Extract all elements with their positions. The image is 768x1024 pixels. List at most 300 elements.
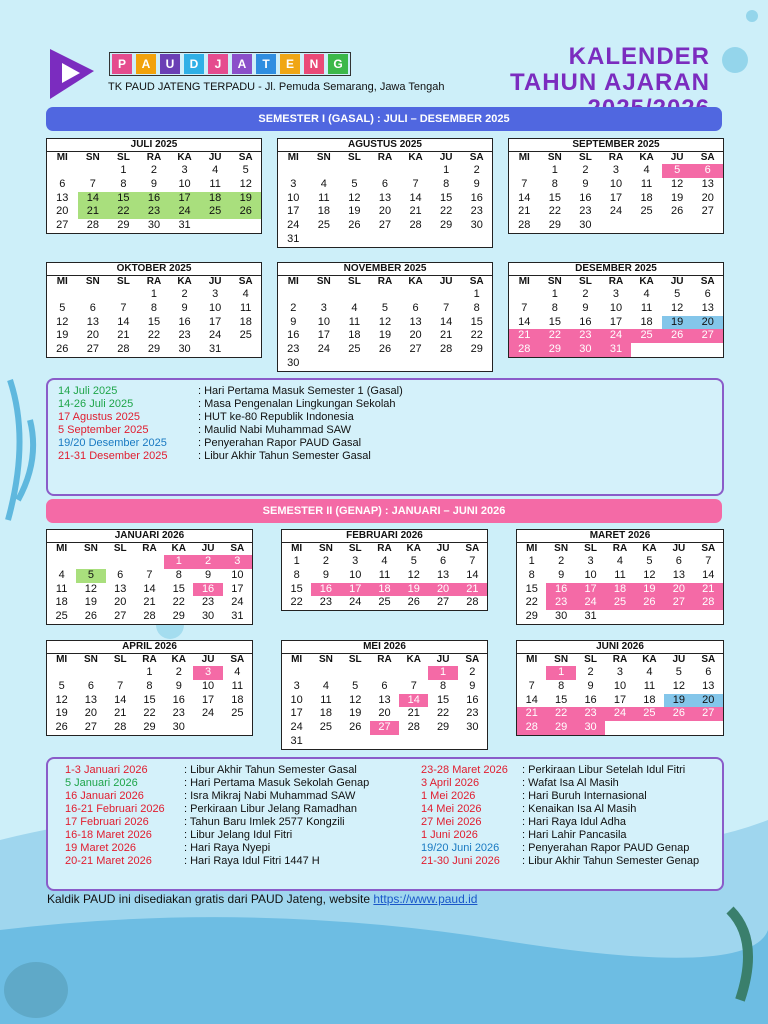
day-cell: 31 [601,343,632,357]
weekday-header: SN [318,543,333,554]
day-cell: 29 [117,219,130,232]
weekday-header: KA [171,543,186,554]
day-cell: 3 [223,555,252,569]
note-description: : Libur Akhir Tahun Semester Gasal [198,449,371,462]
empty-cell [311,666,340,680]
day-cell: 1 [551,164,558,176]
empty-cell [309,288,340,302]
day-cell: 24 [290,721,303,734]
weekday-header: SL [348,152,361,163]
day-cell: 25 [55,610,68,623]
note-date: 19/20 Juni 2026 [421,842,500,854]
day-cell: 4 [381,555,388,567]
day-cell: 28 [114,721,127,734]
day-cell: 4 [320,177,327,190]
weekday-header: SL [348,654,362,665]
empty-cell [106,555,135,569]
day-cell: 27 [56,219,69,232]
day-cell: 20 [692,316,723,330]
day-cell: 24 [605,707,634,721]
day-cell: 29 [172,610,185,623]
day-cell: 7 [521,177,528,190]
note-description: : Hari Pertama Masuk Semester 1 (Gasal) [198,385,403,397]
day-cell: 21 [78,205,109,219]
day-cell: 30 [555,610,568,623]
note-date: 5 Januari 2026 [65,777,138,789]
empty-cell [339,164,370,178]
weekday-header: SA [700,276,715,287]
day-cell: 11 [640,177,653,190]
day-cell: 22 [440,205,453,218]
day-cell: 28 [517,721,546,735]
day-cell: 27 [701,205,714,218]
day-cell: 5 [76,569,105,583]
weekday-header: SN [83,654,98,665]
day-cell: 22 [436,707,450,720]
day-cell: 4 [643,288,650,300]
brand-letter: D [184,54,204,74]
day-cell: 6 [381,679,388,692]
day-cell: 30 [201,610,215,623]
day-cell: 2 [322,555,329,567]
day-cell: 27 [378,219,392,232]
day-cell: 19 [84,596,98,609]
day-cell: 30 [470,219,483,232]
day-cell: 9 [181,301,188,314]
day-cell: 22 [143,707,156,720]
day-cell: 16 [466,693,479,706]
day-cell: 29 [436,721,450,734]
day-cell: 26 [84,610,98,623]
day-cell: 28 [466,596,479,609]
day-cell: 10 [231,568,244,581]
day-cell: 24 [169,205,200,219]
calendar-month [281,640,488,750]
weekday-header: SL [113,654,127,665]
day-cell: 26 [662,329,693,343]
day-cell: 10 [290,693,303,706]
note-date: 23-28 Maret 2026 [421,764,508,776]
weekday-header: JU [201,543,215,554]
day-cell: 10 [287,191,300,204]
weekday-header: KA [177,276,192,287]
day-cell: 21 [143,596,156,609]
month-title: APRIL 2026 [47,641,252,654]
weekday-header: KA [408,276,423,287]
weekday-header: RA [142,543,157,554]
day-cell: 4 [616,555,624,567]
weekday-header: KA [408,152,423,163]
day-cell: 24 [287,219,300,232]
day-cell: 1 [546,666,575,680]
day-cell: 31 [290,734,303,747]
day-cell: 23 [470,205,483,218]
day-cell: 25 [605,596,634,610]
day-cell: 11 [239,301,252,314]
day-cell: 8 [443,177,450,190]
day-cell: 2 [473,164,480,176]
day-cell: 18 [370,583,399,597]
day-cell: 21 [407,707,420,720]
day-cell: 3 [193,666,222,680]
day-cell: 27 [664,596,693,610]
day-cell: 13 [409,315,422,328]
empty-cell [341,666,370,680]
semester1-notes [46,378,724,496]
weekday-header: RA [377,654,392,665]
day-cell: 27 [694,707,723,721]
day-cell: 18 [640,191,653,204]
note-description: : HUT ke-80 Republik Indonesia [198,410,354,423]
day-cell: 13 [114,582,127,595]
day-cell: 1 [428,666,457,680]
brand-letter: G [328,54,348,74]
weekday-header: SL [584,543,597,554]
day-cell: 9 [587,679,594,692]
day-cell: 27 [114,610,127,623]
weekday-header: JU [436,543,450,554]
empty-cell [400,288,431,302]
day-cell: 14 [114,693,127,706]
day-cell: 12 [407,568,420,581]
day-cell: 17 [613,693,627,706]
weekday-header: KA [639,276,654,287]
day-cell: 7 [469,555,476,567]
day-cell: 27 [370,721,399,735]
day-cell: 18 [239,315,252,328]
empty-cell [47,164,78,178]
day-cell: 18 [605,583,634,597]
weekday-header: MI [287,152,299,163]
day-cell: 10 [201,679,215,692]
day-cell: 10 [178,177,191,190]
day-cell: 4 [212,164,219,176]
calendar-month [46,640,253,736]
empty-cell [370,164,401,178]
day-cell: 5 [58,679,65,692]
day-cell: 20 [701,191,714,204]
weekday-header: JU [436,654,450,665]
day-cell: 5 [351,177,358,190]
day-cell: 7 [410,679,417,692]
day-cell: 16 [178,315,191,328]
weekday-header: RA [146,152,162,163]
day-cell: 19 [664,694,693,708]
day-cell: 17 [609,191,623,204]
day-cell: 15 [525,582,538,595]
day-cell: 21 [694,583,723,597]
note-date: 17 Agustus 2025 [58,410,140,423]
day-cell: 7 [89,177,96,190]
day-cell: 28 [518,219,531,232]
brand-letter: T [256,54,276,74]
day-cell: 2 [193,555,222,569]
weekday-header: JU [201,654,215,665]
day-cell: 29 [525,610,538,623]
weekday-header: SN [554,654,569,665]
day-cell: 21 [440,329,453,342]
day-cell: 30 [287,356,300,369]
day-cell: 19 [56,329,69,342]
empty-cell [278,288,309,302]
day-cell: 28 [407,721,420,734]
weekday-header: RA [146,276,162,287]
note-date: 1-3 Januari 2026 [65,764,148,776]
day-cell: 15 [143,693,156,706]
day-cell: 30 [172,721,185,734]
day-cell: 11 [348,315,361,328]
empty-cell [509,164,540,178]
day-cell: 16 [193,583,222,597]
day-cell: 21 [458,583,487,597]
day-cell: 2 [290,301,297,314]
month-title: AGUSTUS 2025 [278,139,492,152]
day-cell: 9 [582,301,589,314]
day-cell: 7 [443,301,450,314]
day-cell: 26 [635,596,664,610]
day-cell: 8 [551,301,558,314]
weekday-header: MI [56,152,68,163]
note-description: : Perkiraan Libur Setelah Idul Fitri [522,764,686,776]
calendar-month [46,262,262,358]
weekday-header: SL [348,276,361,287]
brand-letter: P [112,54,132,74]
day-cell: 21 [117,329,130,342]
day-cell: 4 [322,679,329,692]
day-cell: 23 [576,707,605,721]
day-cell: 30 [466,721,479,734]
note-date: 16-21 Februari 2026 [65,803,165,815]
day-cell: 6 [675,555,682,567]
day-cell: 6 [87,679,94,692]
day-cell: 24 [231,596,244,609]
day-cell: 29 [143,721,156,734]
empty-cell [509,288,540,302]
day-cell: 5 [381,301,389,314]
empty-cell [47,288,78,302]
day-cell: 13 [672,568,685,581]
weekday-header: SA [230,543,245,554]
calendar-month [516,640,724,736]
day-cell: 16 [470,191,483,204]
school-name: TK PAUD JATENG TERPADU - Jl. Pemuda Semarang, Jawa Tengah [108,81,445,93]
day-cell: 30 [178,343,191,356]
weekday-header: MI [526,543,538,554]
day-cell: 1 [443,164,450,176]
weekday-header: SN [316,276,331,287]
day-cell: 24 [201,707,215,720]
day-cell: 13 [701,177,714,190]
day-cell: 14 [466,568,479,581]
day-cell: 22 [525,596,538,609]
empty-cell [517,666,546,680]
footer: Kaldik PAUD ini disediakan gratis dari PAUD Jateng, website https://www.paud.id [47,892,478,906]
note-description: : Isra Mikraj Nabi Muhammad SAW [184,790,356,802]
day-cell: 15 [172,582,185,595]
day-cell: 3 [181,164,188,176]
empty-cell [370,666,399,680]
day-cell: 5 [242,164,249,176]
day-cell: 1 [473,288,480,300]
day-cell: 23 [570,329,601,343]
day-cell: 21 [509,329,540,343]
day-cell: 11 [378,568,391,581]
day-cell: 1 [146,666,153,678]
day-cell: 24 [317,343,330,356]
day-cell: 15 [147,315,161,328]
day-cell: 21 [114,707,127,720]
day-cell: 17 [169,192,200,206]
day-cell: 19 [55,707,68,720]
day-cell: 26 [664,707,693,721]
calendar-month [508,138,724,234]
day-cell: 29 [548,219,561,232]
weekday-header: KA [171,654,186,665]
day-cell: 20 [114,596,127,609]
day-cell: 27 [692,329,723,343]
day-cell: 15 [440,191,453,204]
paud-jateng-logo [50,49,94,99]
day-cell: 4 [646,666,653,678]
day-cell: 30 [570,343,601,357]
day-cell: 18 [640,315,653,328]
day-cell: 12 [378,315,392,328]
semester2-notes [46,757,724,891]
day-cell: 28 [509,343,540,357]
weekday-header: MI [291,543,303,554]
day-cell: 11 [640,301,653,314]
day-cell: 29 [470,343,483,356]
note-date: 27 Mei 2026 [421,816,482,828]
note-date: 19/20 Desember 2025 [58,436,167,449]
day-cell: 16 [546,583,575,597]
weekday-header: MI [287,276,299,287]
day-cell: 2 [150,164,158,176]
day-cell: 25 [348,343,361,356]
day-cell: 20 [694,694,723,708]
day-cell: 8 [150,301,158,314]
day-cell: 9 [290,315,297,328]
day-cell: 22 [290,596,303,609]
day-cell: 27 [409,343,422,356]
day-cell: 31 [287,232,300,245]
day-cell: 2 [587,666,594,678]
day-cell: 13 [84,693,98,706]
day-cell: 8 [473,301,480,314]
day-cell: 12 [348,191,361,204]
day-cell: 11 [643,679,656,692]
day-cell: 9 [175,679,182,692]
day-cell: 1 [164,555,193,569]
note-description: : Penyerahan Rapor PAUD Genap [522,842,690,854]
calendar-month [46,138,262,234]
day-cell: 7 [412,177,419,190]
day-cell: 18 [231,693,244,706]
day-cell: 2 [175,666,182,678]
day-cell: 10 [349,568,362,581]
weekday-header: SL [348,543,362,554]
day-cell: 17 [576,583,605,597]
day-cell: 2 [469,666,476,678]
note-description: : Libur Akhir Tahun Semester Gasal [184,764,357,776]
brand-letter: J [208,54,228,74]
day-cell: 15 [548,315,561,328]
day-cell: 25 [231,707,244,720]
day-cell: 12 [56,315,69,328]
month-title: MEI 2026 [282,641,487,654]
day-cell: 22 [108,205,139,219]
month-title: OKTOBER 2025 [47,263,261,276]
day-cell: 12 [84,582,98,595]
weekday-header: SA [238,276,253,287]
day-cell: 8 [528,568,535,581]
weekday-header: SA [230,654,245,665]
day-cell: 13 [56,191,69,204]
weekday-header: JU [439,152,453,163]
day-cell: 7 [705,555,712,567]
day-cell: 24 [576,596,605,610]
website-link[interactable]: https://www.paud.id [373,892,478,906]
day-cell: 12 [239,177,252,190]
note-description: : Hari Buruh Internasional [522,790,647,802]
note-date: 20-21 Maret 2026 [65,855,152,867]
day-cell: 3 [612,288,620,300]
day-cell: 25 [631,329,662,343]
weekday-header: SL [579,276,592,287]
day-cell: 20 [378,205,392,218]
day-cell: 6 [117,568,124,581]
day-cell: 15 [470,315,483,328]
empty-cell [108,288,139,302]
month-title: JULI 2025 [47,139,261,152]
day-cell: 5 [674,288,681,300]
day-cell: 1 [528,555,535,567]
empty-cell [78,164,109,178]
month-title: JUNI 2026 [517,641,723,654]
day-cell: 22 [548,205,561,218]
day-cell: 17 [290,707,303,720]
day-cell: 23 [579,205,592,218]
empty-cell [78,288,109,302]
day-cell: 26 [348,219,361,232]
weekday-header: KA [406,654,421,665]
day-cell: 21 [518,205,531,218]
day-cell: 24 [601,329,632,343]
empty-cell [76,666,105,680]
weekday-header: JU [670,152,684,163]
day-cell: 5 [410,555,417,567]
day-cell: 19 [662,316,693,330]
empty-cell [370,288,401,302]
note-date: 21-31 Desember 2025 [58,449,168,462]
note-date: 16 Januari 2026 [65,790,144,802]
day-cell: 12 [55,693,68,706]
day-cell: 14 [440,315,453,328]
day-cell: 17 [341,583,370,597]
day-cell: 12 [672,679,685,692]
day-cell: 9 [150,177,158,190]
day-cell: 11 [318,191,330,204]
day-cell: 28 [694,596,723,610]
day-cell: 10 [317,315,330,328]
day-cell: 17 [609,315,623,328]
weekday-header: SL [117,152,130,163]
day-cell: 16 [584,693,597,706]
calendar-month [46,529,253,625]
day-cell: 23 [287,343,300,356]
day-cell: 19 [348,205,361,218]
weekday-header: JU [670,276,684,287]
